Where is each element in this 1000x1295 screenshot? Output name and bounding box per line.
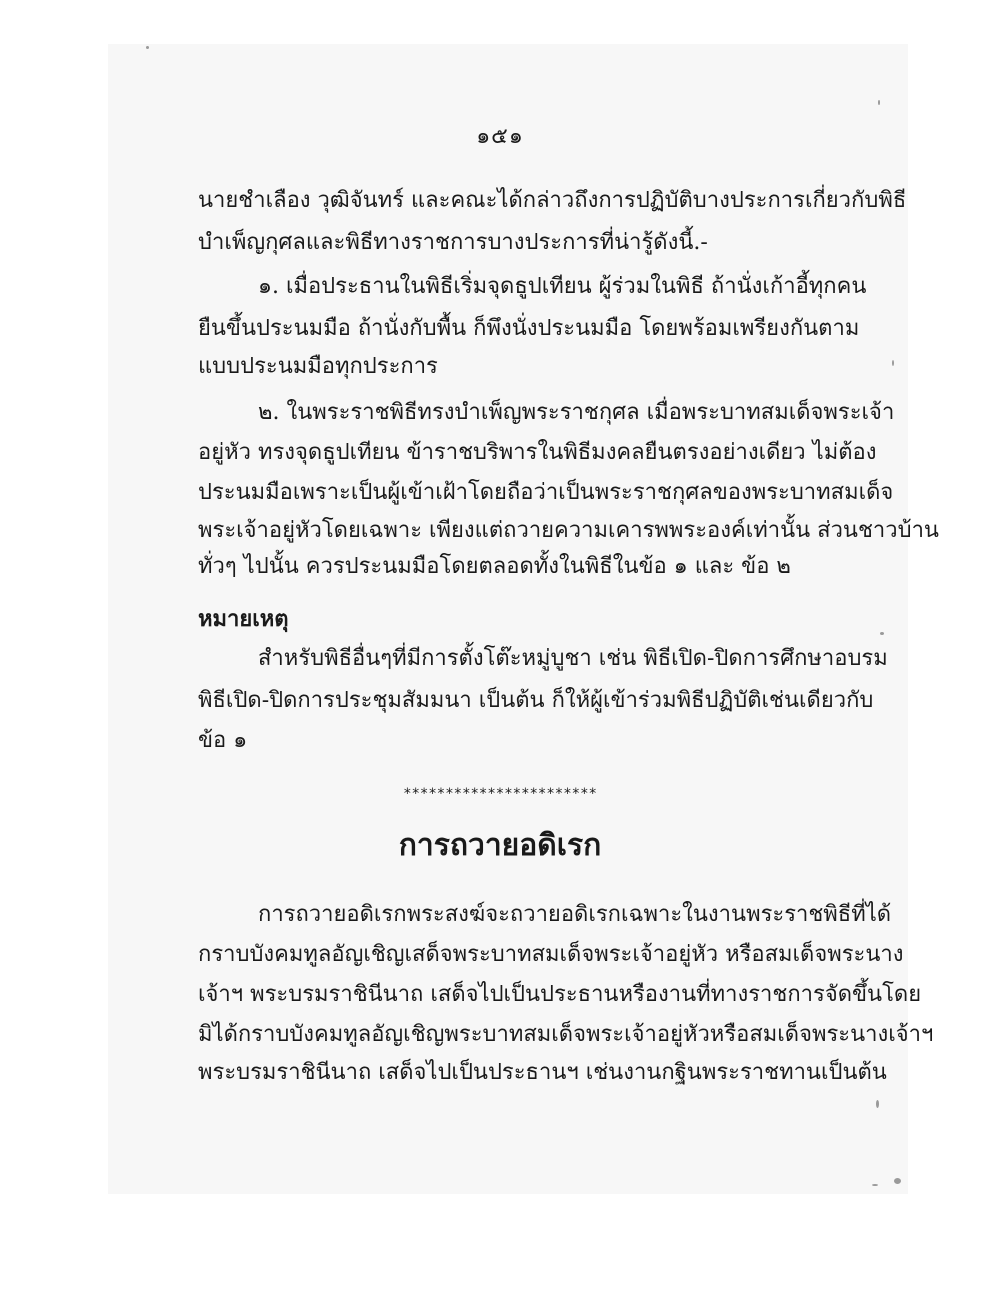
section-body-line: การถวายอดิเรกพระสงฆ์จะถวายอดิเรกเฉพาะในงานพระราชพิธีที่ได้ <box>258 902 892 927</box>
item-2-line: พระเจ้าอยู่หัวโดยเฉพาะ เพียงแต่ถวายความเคารพพระองค์เท่านั้น ส่วนชาวบ้าน <box>198 518 939 543</box>
item-2-line: ๒. ในพระราชพิธีทรงบำเพ็ญพระราชกุศล เมื่อพระบาทสมเด็จพระเจ้า <box>258 400 895 425</box>
section-title: การถวายอดิเรก <box>398 828 602 863</box>
separator: *********************** <box>403 786 597 802</box>
intro-line: นายชำเลือง วุฒิจันทร์ และคณะได้กล่าวถึงการปฏิบัติบางประการเกี่ยวกับพิธี <box>198 188 907 213</box>
scan-speck <box>878 100 880 105</box>
scan-speck <box>146 46 149 49</box>
scan-speck <box>880 632 884 635</box>
scan-speck <box>892 360 894 366</box>
item-1-line: ยืนขึ้นประนมมือ ถ้านั่งกับพื้น ก็พึงนั่งประนมมือ โดยพร้อมเพรียงกันตาม <box>198 316 860 341</box>
scan-speck <box>894 1178 901 1184</box>
intro-line: บำเพ็ญกุศลและพิธีทางราชการบางประการที่น่ารู้ดังนี้.- <box>198 230 708 255</box>
note-line: ข้อ ๑ <box>198 728 248 753</box>
note-line: สำหรับพิธีอื่นๆที่มีการตั้งโต๊ะหมู่บูชา เช่น พิธีเปิด-ปิดการศึกษาอบรม <box>258 646 888 671</box>
section-body-line: กราบบังคมทูลอัญเชิญเสด็จพระบาทสมเด็จพระเจ้าอยู่หัว หรือสมเด็จพระนาง <box>198 942 904 967</box>
page-number: ๑๕๑ <box>476 124 524 149</box>
scan-speck <box>876 1100 879 1108</box>
scan-speck <box>872 1184 878 1186</box>
section-body-line: เจ้าฯ พระบรมราชินีนาถ เสด็จไปเป็นประธานหรืองานที่ทางราชการจัดขึ้นโดย <box>198 982 922 1007</box>
item-1-line: แบบประนมมือทุกประการ <box>198 354 438 379</box>
item-2-line: ประนมมือเพราะเป็นผู้เข้าเฝ้าโดยถือว่าเป็นพระราชกุศลของพระบาทสมเด็จ <box>198 480 894 505</box>
item-2-line: ทั่วๆ ไปนั้น ควรประนมมือโดยตลอดทั้งในพิธีในข้อ ๑ และ ข้อ ๒ <box>198 554 791 579</box>
note-line: พิธีเปิด-ปิดการประชุมสัมมนา เป็นต้น ก็ให้ผู้เข้าร่วมพิธีปฏิบัติเช่นเดียวกับ <box>198 688 874 713</box>
section-body-line: มิได้กราบบังคมทูลอัญเชิญพระบาทสมเด็จพระเจ้าอยู่หัวหรือสมเด็จพระนางเจ้าฯ <box>198 1022 934 1047</box>
item-1-line: ๑. เมื่อประธานในพิธีเริ่มจุดธูปเทียน ผู้ร่วมในพิธี ถ้านั่งเก้าอี้ทุกคน <box>258 274 867 299</box>
section-body-line: พระบรมราชินีนาถ เสด็จไปเป็นประธานฯ เช่นงานกฐินพระราชทานเป็นต้น <box>198 1060 887 1085</box>
item-2-line: อยู่หัว ทรงจุดธูปเทียน ข้าราชบริพารในพิธีมงคลยืนตรงอย่างเดียว ไม่ต้อง <box>198 440 877 465</box>
note-heading: หมายเหตุ <box>198 606 289 632</box>
